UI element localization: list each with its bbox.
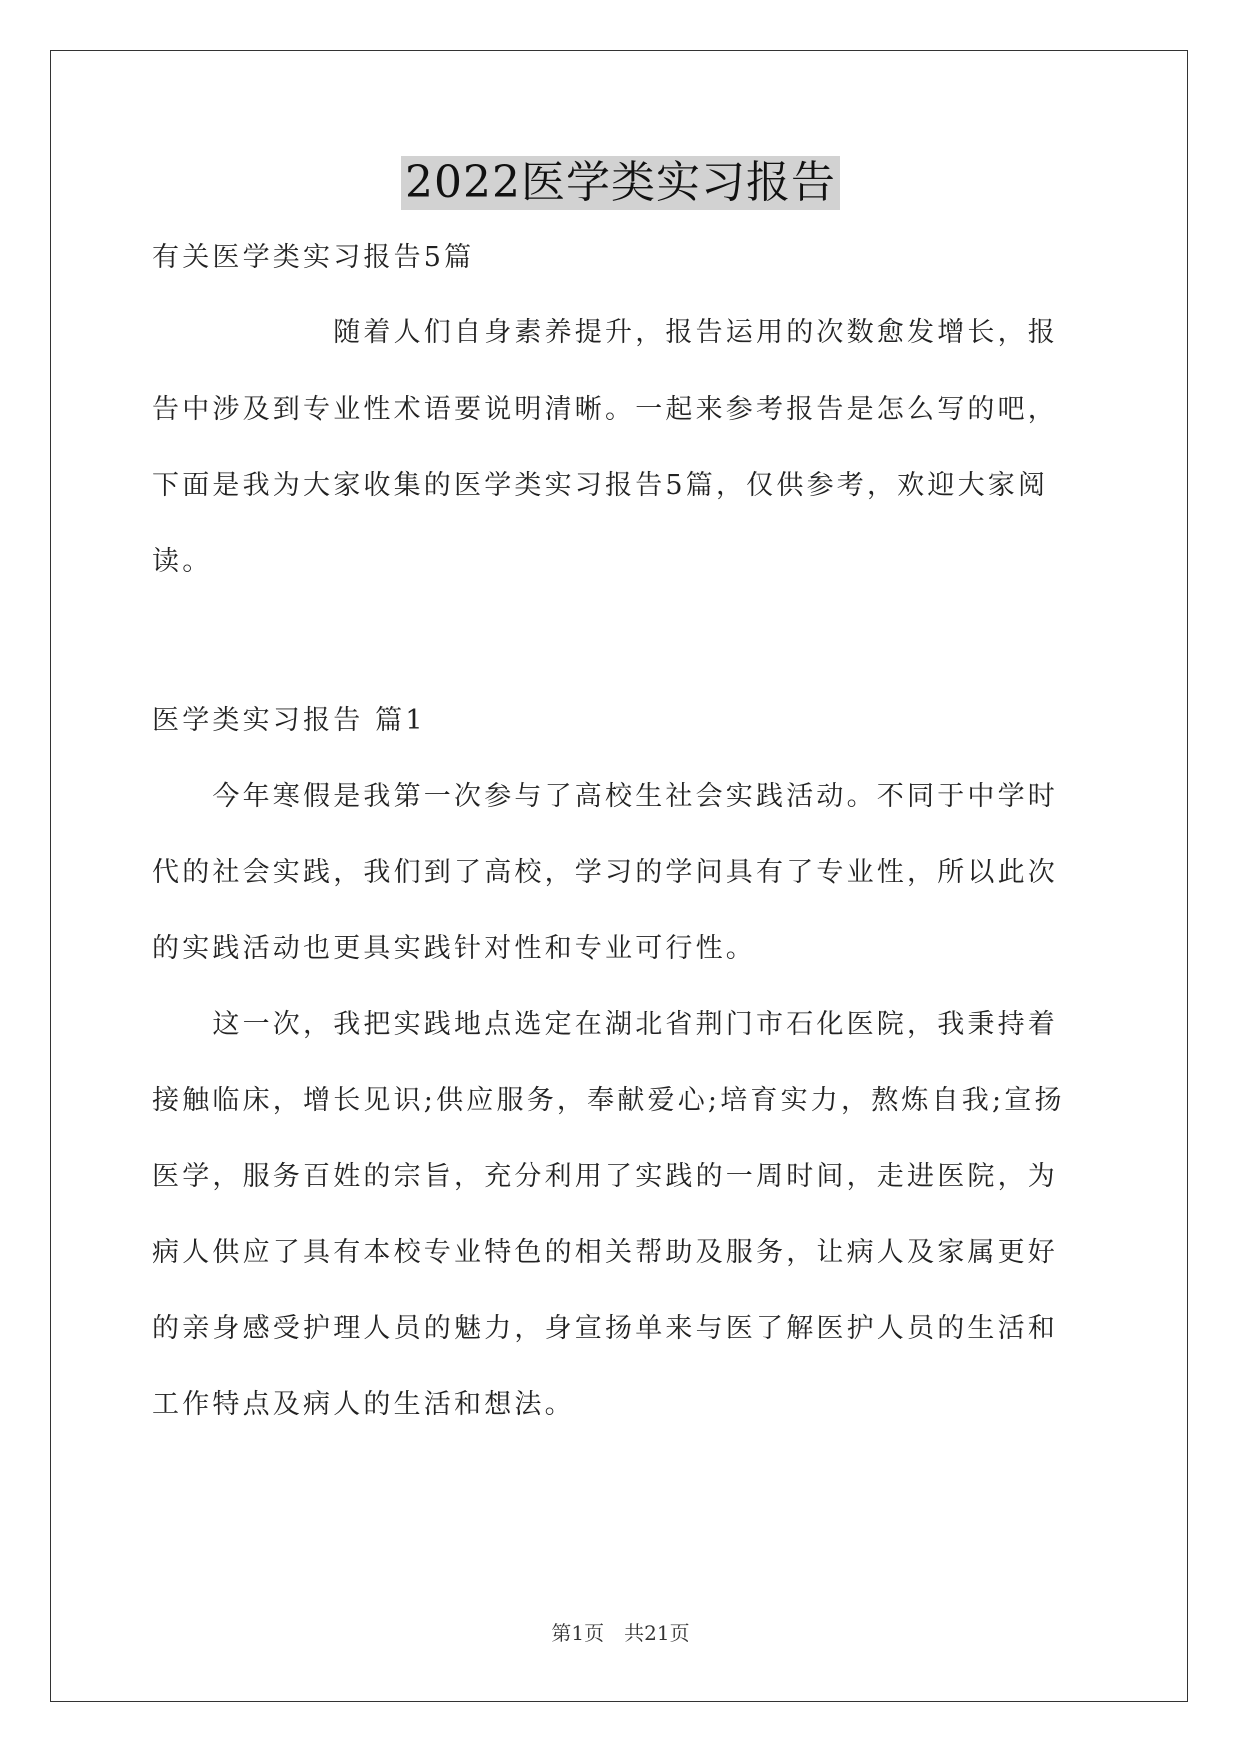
paragraph-line: 告中涉及到专业性术语要说明清晰。一起来参考报告是怎么写的吧， xyxy=(152,394,1058,425)
paragraph-line: 下面是我为大家收集的医学类实习报告5篇，仅供参考，欢迎大家阅 xyxy=(152,470,1049,501)
paragraph-line: 这一次，我把实践地点选定在湖北省荆门市石化医院，我秉持着 xyxy=(152,1009,1058,1040)
paragraph-line: 的亲身感受护理人员的魅力，身宣扬单来与医了解医护人员的生活和 xyxy=(152,1313,1058,1344)
paragraph-line: 随着人们自身素养提升，报告运用的次数愈发增长，报 xyxy=(152,317,1058,348)
paragraph-line: 工作特点及病人的生活和想法。 xyxy=(152,1389,575,1420)
subtitle-line: 有关医学类实习报告5篇 xyxy=(152,242,475,273)
paragraph-line: 读。 xyxy=(152,546,213,577)
paragraph-line: 今年寒假是我第一次参与了高校生社会实践活动。不同于中学时 xyxy=(152,781,1058,812)
document-title: 2022医学类实习报告 xyxy=(401,156,840,210)
paragraph-line: 接触临床，增长见识;供应服务，奉献爱心;培育实力，熬炼自我;宣扬 xyxy=(152,1085,1065,1116)
paragraph-line: 的实践活动也更具实践针对性和专业可行性。 xyxy=(152,933,756,964)
section-heading: 医学类实习报告 篇1 xyxy=(152,705,426,736)
paragraph-line: 医学，服务百姓的宗旨，充分利用了实践的一周时间，走进医院，为 xyxy=(152,1161,1058,1192)
title-container xyxy=(0,156,1241,210)
paragraph-line: 代的社会实践，我们到了高校，学习的学问具有了专业性，所以此次 xyxy=(152,857,1058,888)
page-footer: 第1页 共21页 xyxy=(551,1621,690,1645)
paragraph-line: 病人供应了具有本校专业特色的相关帮助及服务，让病人及家属更好 xyxy=(152,1237,1058,1268)
